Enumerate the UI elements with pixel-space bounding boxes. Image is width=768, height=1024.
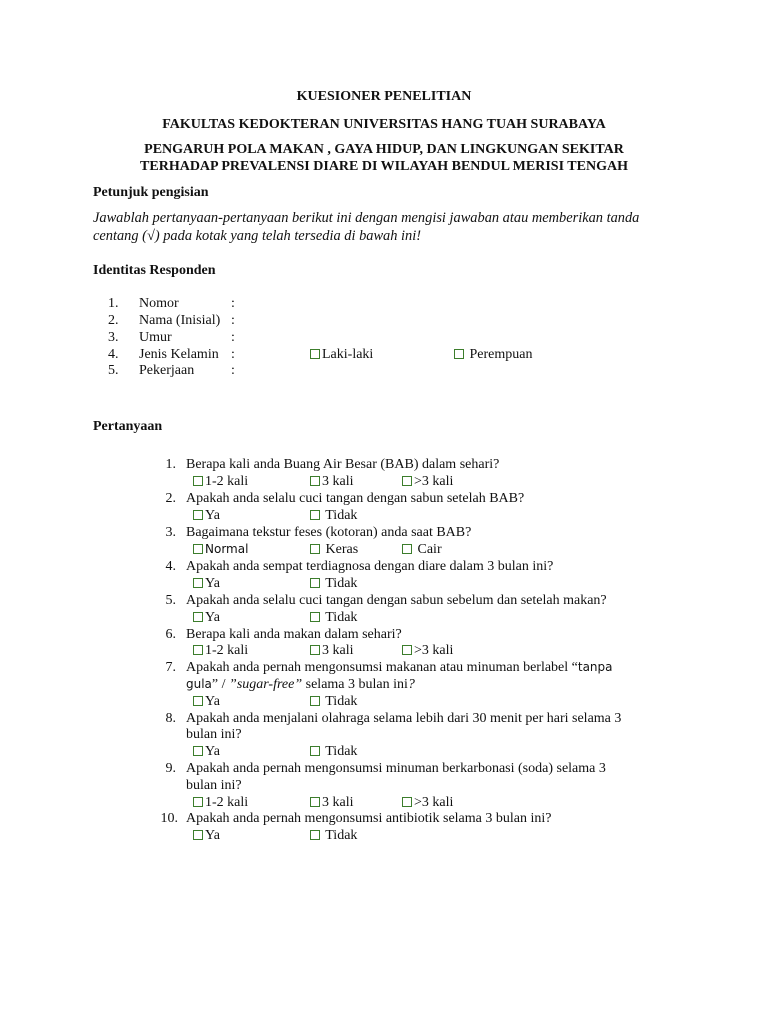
identity-num: 2. xyxy=(108,313,119,328)
question-text: Apakah anda pernah mengonsumsi antibiotik selama 3 bulan ini? xyxy=(186,811,552,826)
option-label: 3 kali xyxy=(322,795,354,810)
checkbox-icon[interactable] xyxy=(310,510,320,520)
identity-colon: : xyxy=(231,330,235,345)
option-ya[interactable] xyxy=(193,507,220,524)
checkbox-icon[interactable] xyxy=(310,476,320,486)
option-label: Cair xyxy=(417,542,442,557)
question-text: Apakah anda sempat terdiagnosa dengan diare dalam 3 bulan ini? xyxy=(186,559,554,574)
checkbox-icon[interactable] xyxy=(310,696,320,706)
option-label: Tidak xyxy=(325,694,358,709)
question-number: 1. xyxy=(165,457,176,472)
checkbox-icon[interactable] xyxy=(310,797,320,807)
question-text: Bagaimana tekstur feses (kotoran) anda saat BAB? xyxy=(186,525,472,540)
option-label: Ya xyxy=(205,610,220,625)
option-3-kali[interactable] xyxy=(310,794,354,811)
checkbox-icon[interactable] xyxy=(402,476,412,486)
checkbox-icon[interactable] xyxy=(193,578,203,588)
checkbox-icon[interactable] xyxy=(193,476,203,486)
checkbox-icon[interactable] xyxy=(193,544,203,554)
question-number: 3. xyxy=(165,525,176,540)
question-text: Apakah anda pernah mengonsumsi makanan atau minuman berlabel “ xyxy=(186,660,578,675)
checkbox-icon[interactable] xyxy=(193,746,203,756)
question-text-line2: bulan ini? xyxy=(186,778,242,793)
identity-num: 5. xyxy=(108,363,119,378)
question-text: Berapa kali anda Buang Air Besar (BAB) dalam sehari? xyxy=(186,457,500,472)
checkbox-icon[interactable] xyxy=(310,578,320,588)
question-number: 7. xyxy=(165,660,176,675)
gender-option-female[interactable] xyxy=(454,346,532,363)
checkbox-icon[interactable] xyxy=(402,544,412,554)
option-label: Ya xyxy=(205,694,220,709)
question-text: Apakah anda selalu cuci tangan dengan sabun setelah BAB? xyxy=(186,491,525,506)
identity-num: 3. xyxy=(108,330,119,345)
question-number: 2. xyxy=(165,491,176,506)
identity-label: Nomor xyxy=(139,296,179,311)
option-label: 3 kali xyxy=(322,474,354,489)
checkbox-icon[interactable] xyxy=(310,645,320,655)
identity-colon: : xyxy=(231,347,235,362)
option-ya[interactable] xyxy=(193,575,220,592)
option-label: Tidak xyxy=(325,576,358,591)
question-number: 10. xyxy=(160,811,178,826)
identity-colon: : xyxy=(231,313,235,328)
option-label: Keras xyxy=(325,542,359,557)
option-label: >3 kali xyxy=(414,643,454,658)
option-label: >3 kali xyxy=(414,795,454,810)
identity-label: Nama (Inisial) xyxy=(139,313,221,328)
option-1-2-kali[interactable] xyxy=(193,642,248,659)
identity-item-nomor xyxy=(108,295,119,312)
option-more-3-kali[interactable] xyxy=(402,473,453,490)
option-label: Ya xyxy=(205,744,220,759)
checkbox-icon[interactable] xyxy=(310,349,320,359)
option-ya[interactable] xyxy=(193,693,220,710)
title-faculty: FAKULTAS KEDOKTERAN UNIVERSITAS HANG TUAH SURABAYA xyxy=(162,117,606,132)
question-text-line1 xyxy=(186,659,613,676)
question-text-line2: bulan ini? xyxy=(186,727,242,742)
option-label: Ya xyxy=(205,828,220,843)
identity-colon: : xyxy=(231,296,235,311)
checkbox-icon[interactable] xyxy=(193,830,203,840)
option-label: Tidak xyxy=(325,610,358,625)
option-keras[interactable] xyxy=(310,541,358,558)
checkbox-icon[interactable] xyxy=(193,645,203,655)
option-more-3-kali[interactable] xyxy=(402,642,453,659)
option-1-2-kali[interactable] xyxy=(193,473,248,490)
option-ya[interactable] xyxy=(193,743,220,760)
option-label: 1-2 kali xyxy=(205,795,249,810)
checkbox-icon[interactable] xyxy=(193,510,203,520)
question-text-italic: ”sugar-free” xyxy=(229,677,303,692)
option-label: Ya xyxy=(205,508,220,523)
question-text-line1: Apakah anda pernah mengonsumsi minuman berkarbonasi (soda) selama 3 xyxy=(186,761,606,776)
gender-option-label: Laki-laki xyxy=(322,347,374,362)
checkbox-icon[interactable] xyxy=(402,645,412,655)
checkbox-icon[interactable] xyxy=(193,696,203,706)
question-number: 6. xyxy=(165,627,176,642)
question-text-italic: ? xyxy=(407,677,415,692)
title-research-line1: PENGARUH POLA MAKAN , GAYA HIDUP, DAN LINGKUNGAN SEKITAR xyxy=(144,142,624,157)
option-label: Tidak xyxy=(325,508,358,523)
question-text-line1: Apakah anda menjalani olahraga selama lebih dari 30 menit per hari selama 3 xyxy=(186,711,622,726)
question-number: 8. xyxy=(165,711,176,726)
question-text: selama 3 bulan ini xyxy=(302,677,408,692)
questions-heading: Pertanyaan xyxy=(93,419,163,434)
identity-num: 1. xyxy=(108,296,119,311)
checkbox-icon[interactable] xyxy=(454,349,464,359)
option-label: >3 kali xyxy=(414,474,454,489)
option-3-kali[interactable] xyxy=(310,642,354,659)
option-ya[interactable] xyxy=(193,827,220,844)
option-ya[interactable] xyxy=(193,609,220,626)
option-tidak[interactable] xyxy=(310,693,357,710)
instructions-text-line1: Jawablah pertanyaan-pertanyaan berikut ini dengan mengisi jawaban atau memberikan tanda xyxy=(93,210,640,226)
instructions-text-line2: centang (√) pada kotak yang telah tersedia di bawah ini! xyxy=(93,228,422,244)
option-label: 1-2 kali xyxy=(205,643,249,658)
identity-label: Jenis Kelamin xyxy=(139,347,219,362)
option-tidak[interactable] xyxy=(310,609,357,626)
checkbox-icon[interactable] xyxy=(193,797,203,807)
option-label: Tidak xyxy=(325,828,358,843)
instructions-heading: Petunjuk pengisian xyxy=(93,185,209,200)
option-label: Normal xyxy=(205,542,249,556)
checkbox-icon[interactable] xyxy=(310,746,320,756)
option-label: 3 kali xyxy=(322,643,354,658)
identity-num: 4. xyxy=(108,347,119,362)
identity-heading: Identitas Responden xyxy=(93,263,216,278)
question-text-mono: tanpa xyxy=(577,660,613,674)
option-label: Ya xyxy=(205,576,220,591)
identity-colon: : xyxy=(231,363,235,378)
option-3-kali[interactable] xyxy=(310,473,354,490)
gender-option-label: Perempuan xyxy=(469,347,533,362)
identity-label: Pekerjaan xyxy=(139,363,195,378)
checkbox-icon[interactable] xyxy=(310,612,320,622)
option-normal[interactable] xyxy=(193,541,248,558)
question-number: 5. xyxy=(165,593,176,608)
option-label: Tidak xyxy=(325,744,358,759)
option-cair[interactable] xyxy=(402,541,442,558)
gender-option-male[interactable] xyxy=(310,346,373,363)
checkbox-icon[interactable] xyxy=(310,830,320,840)
option-label: 1-2 kali xyxy=(205,474,249,489)
question-number: 4. xyxy=(165,559,176,574)
question-text-mono: gula xyxy=(186,677,212,691)
option-tidak[interactable] xyxy=(310,507,357,524)
checkbox-icon[interactable] xyxy=(310,544,320,554)
title-kuesioner: KUESIONER PENELITIAN xyxy=(296,89,472,104)
option-1-2-kali[interactable] xyxy=(193,794,248,811)
title-research-line2: TERHADAP PREVALENSI DIARE DI WILAYAH BENDUL MERISI TENGAH xyxy=(140,159,628,174)
option-tidak[interactable] xyxy=(310,575,357,592)
identity-label: Umur xyxy=(139,330,172,345)
option-tidak[interactable] xyxy=(310,827,357,844)
option-tidak[interactable] xyxy=(310,743,357,760)
question-text: Berapa kali anda makan dalam sehari? xyxy=(186,627,402,642)
question-text: Apakah anda selalu cuci tangan dengan sabun sebelum dan setelah makan? xyxy=(186,593,607,608)
checkbox-icon[interactable] xyxy=(402,797,412,807)
question-number: 9. xyxy=(165,761,176,776)
question-text: ” / xyxy=(211,677,230,692)
question-text-line2 xyxy=(186,676,415,693)
checkbox-icon[interactable] xyxy=(193,612,203,622)
option-more-3-kali[interactable] xyxy=(402,794,453,811)
